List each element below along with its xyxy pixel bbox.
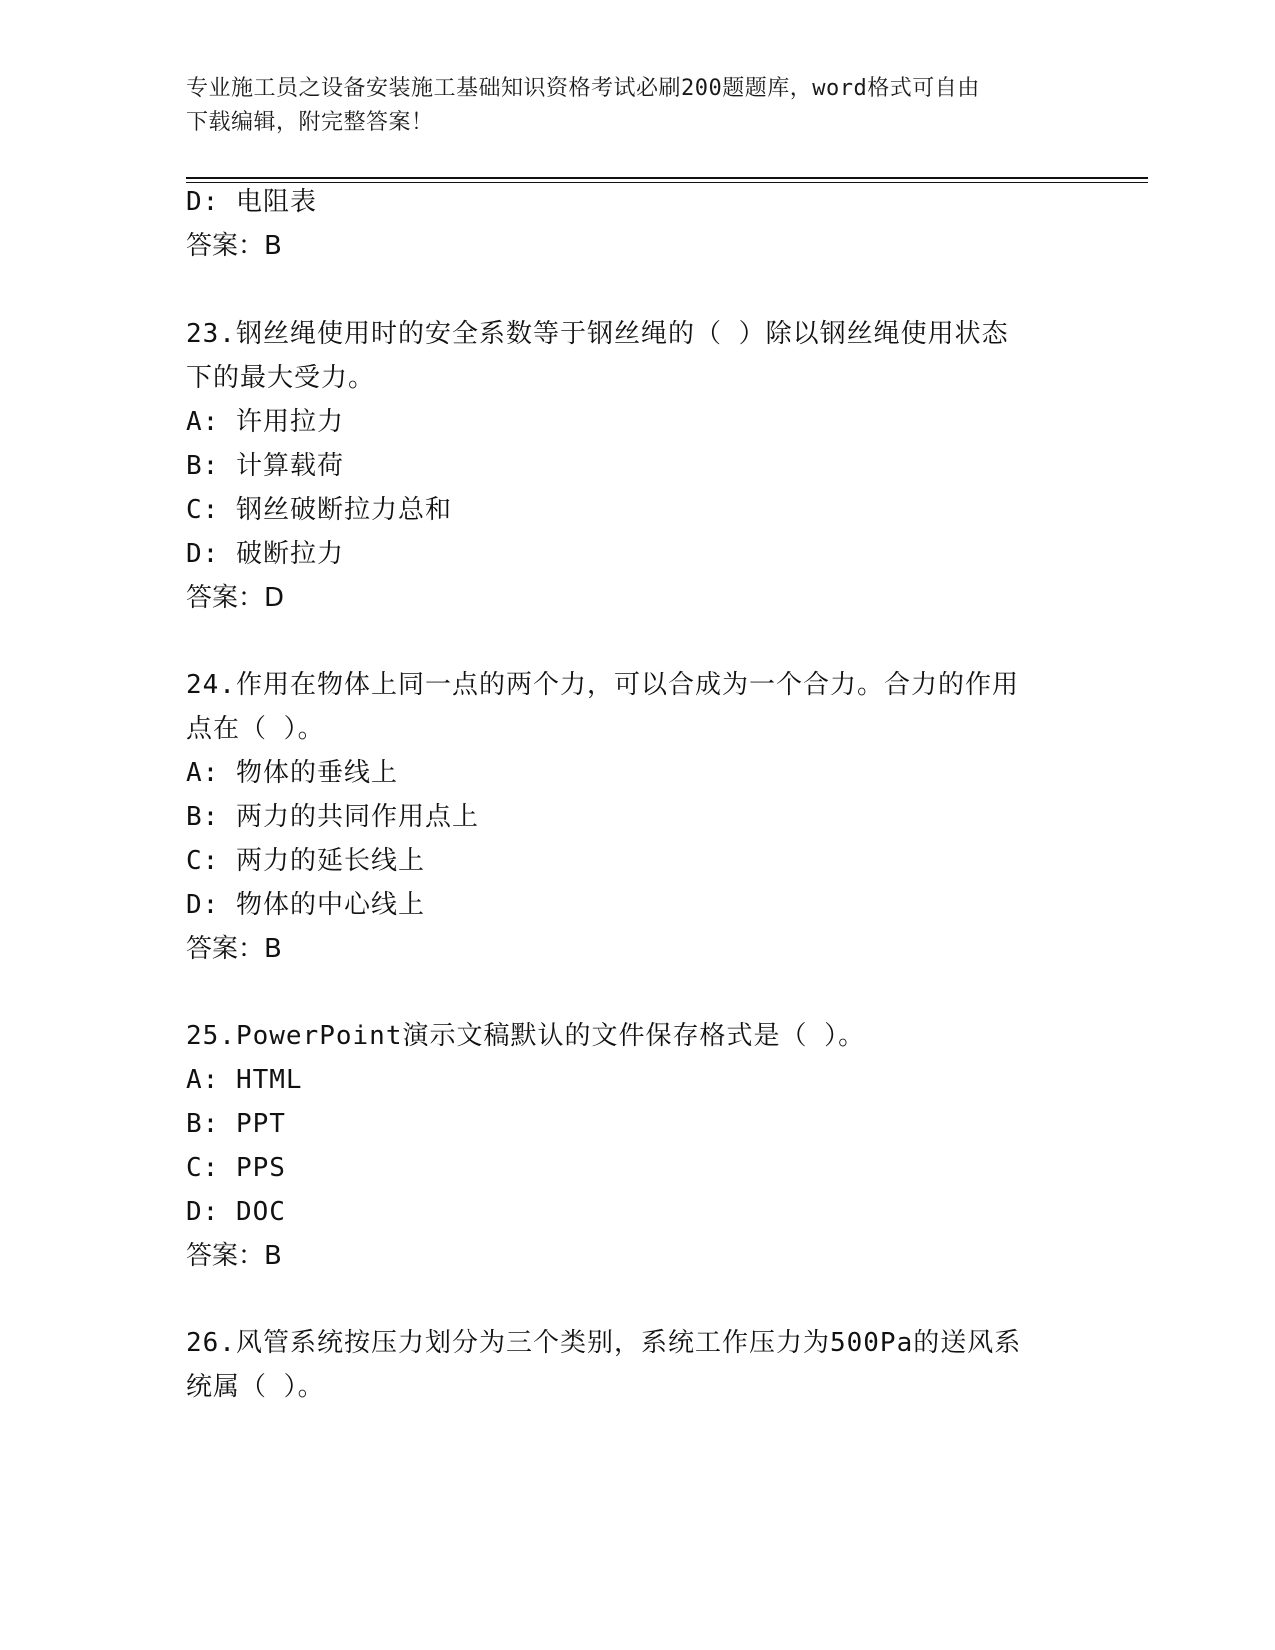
q24-stem-line-1: 24.作用在物体上同一点的两个力，可以合成为一个合力。合力的作用 [186, 670, 1019, 700]
header-divider-thick [186, 177, 1148, 179]
q25-answer: 答案：B [186, 1241, 282, 1271]
q25-option-b: B: PPT [186, 1109, 286, 1139]
q22-answer: 答案：B [186, 231, 282, 261]
q23-option-c: C: 钢丝破断拉力总和 [186, 495, 452, 525]
header-title-line-2: 下载编辑，附完整答案！ [186, 110, 434, 135]
q23-stem-line-2: 下的最大受力。 [186, 363, 376, 393]
q24-option-a: A: 物体的垂线上 [186, 758, 398, 788]
q23-option-b: B: 计算载荷 [186, 451, 344, 481]
q25-stem: 25.PowerPoint演示文稿默认的文件保存格式是（ ）。 [186, 1021, 866, 1051]
q22-option-d: D: 电阻表 [186, 187, 317, 217]
q24-option-b: B: 两力的共同作用点上 [186, 802, 479, 832]
q23-option-d: D: 破断拉力 [186, 539, 344, 569]
q25-option-a: A: HTML [186, 1065, 303, 1095]
q24-option-d: D: 物体的中心线上 [186, 890, 425, 920]
q24-answer: 答案：B [186, 934, 282, 964]
header-divider-thin [186, 182, 1148, 183]
q25-option-c: C: PPS [186, 1153, 286, 1183]
header-title-line-1: 专业施工员之设备安装施工基础知识资格考试必刷200题题库，word格式可自由 [186, 76, 980, 101]
q26-stem-line-2: 统属（ ）。 [186, 1372, 325, 1402]
q23-stem-line-1: 23.钢丝绳使用时的安全系数等于钢丝绳的（ ）除以钢丝绳使用状态 [186, 319, 1009, 349]
q23-answer: 答案：D [186, 583, 285, 613]
q24-option-c: C: 两力的延长线上 [186, 846, 425, 876]
document-header [186, 72, 1086, 140]
q25-option-d: D: DOC [186, 1197, 286, 1227]
q26-stem-line-1: 26.风管系统按压力划分为三个类别，系统工作压力为500Pa的送风系 [186, 1328, 1022, 1358]
q24-stem-line-2: 点在（ ）。 [186, 714, 325, 744]
q23-option-a: A: 许用拉力 [186, 407, 344, 437]
